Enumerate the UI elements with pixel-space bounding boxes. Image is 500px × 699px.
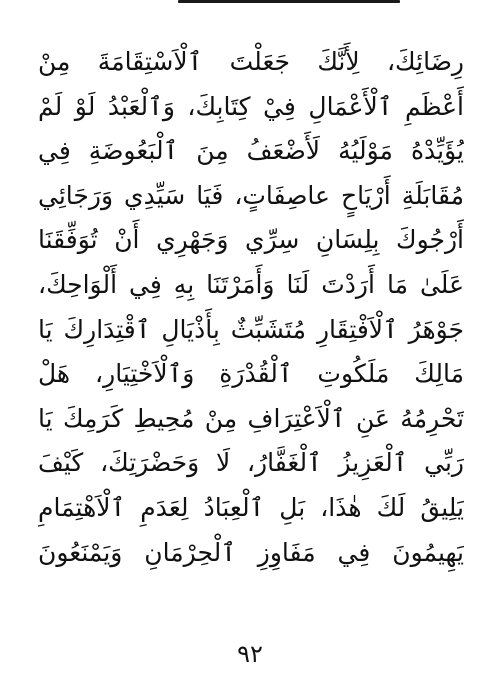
page-number: ٩٢ [237, 640, 263, 668]
text-line: رَبِّي ٱلْعَزِيزُ ٱلْغَفَّارُ، لَا وَحَضْرَتِكَ، كَيْفَ [38, 448, 464, 478]
text-line: جَوْهَرُ ٱلْاَفْتِقَارِ مُتَشَبِّثٌ بِأَذْيَالِ ٱقْتِدَارِكَ يَا [38, 314, 464, 344]
prayer-text-block [38, 40, 464, 575]
text-line: يَهِيمُونَ فِي مَفَاوِزِ ٱلْحِرْمَانِ وَيَمْنَعُونَ [38, 537, 464, 567]
top-rule-divider [178, 0, 400, 3]
text-line: رِضَائِكَ، لِأَنَّكَ جَعَلْتَ ٱلْاَسْتِقَامَةَ مِنْ [38, 47, 464, 76]
text-line: يُؤَيِّدْهُ مَوْلَيُهُ لَأَضْعَفُ مِنَ ٱلْبَعُوضَةِ فِي [38, 136, 464, 166]
text-line: أَعْظَمِ ٱلْأَعْمَالِ فِيْ كِتَابِكَ، وَٱلْعَبْدُ لَوْ لَمْ [38, 91, 464, 121]
text-line: عَلَىٰ مَا أَرَدْتَ لَنَا وَأَمَرْتَنَا بِهِ فِي أَلْوَاحِكَ، [38, 269, 464, 299]
text-line: تَحْرِمُهُ عَنِ ٱلْاَعْتِرَافِ مِنْ مُحِيطِ كَرَمِكَ يَا [38, 403, 464, 433]
text-line: يَلِيقُ لَكَ هٰذَا، بَلِ ٱلْعِبَادُ لِعَدَمِ ٱلْاَهْتِمَامِ [38, 492, 464, 522]
text-line: مَالِكَ مَلَكُوتِ ٱلْقُدْرَةِ وَٱلْاَخْتِيَارِ، هَلْ [38, 359, 464, 389]
text-line: مُقَابَلَةِ أَرْيَاحٍ عاصِفَاتٍ، فَيَا سَيِّدِي وَرَجَائِي [38, 180, 464, 210]
text-line: أَرْجُوكَ بِلِسَانِ سِرِّي وَجَهْرِي أَنْ تُوَفِّقَنَا [38, 225, 464, 255]
